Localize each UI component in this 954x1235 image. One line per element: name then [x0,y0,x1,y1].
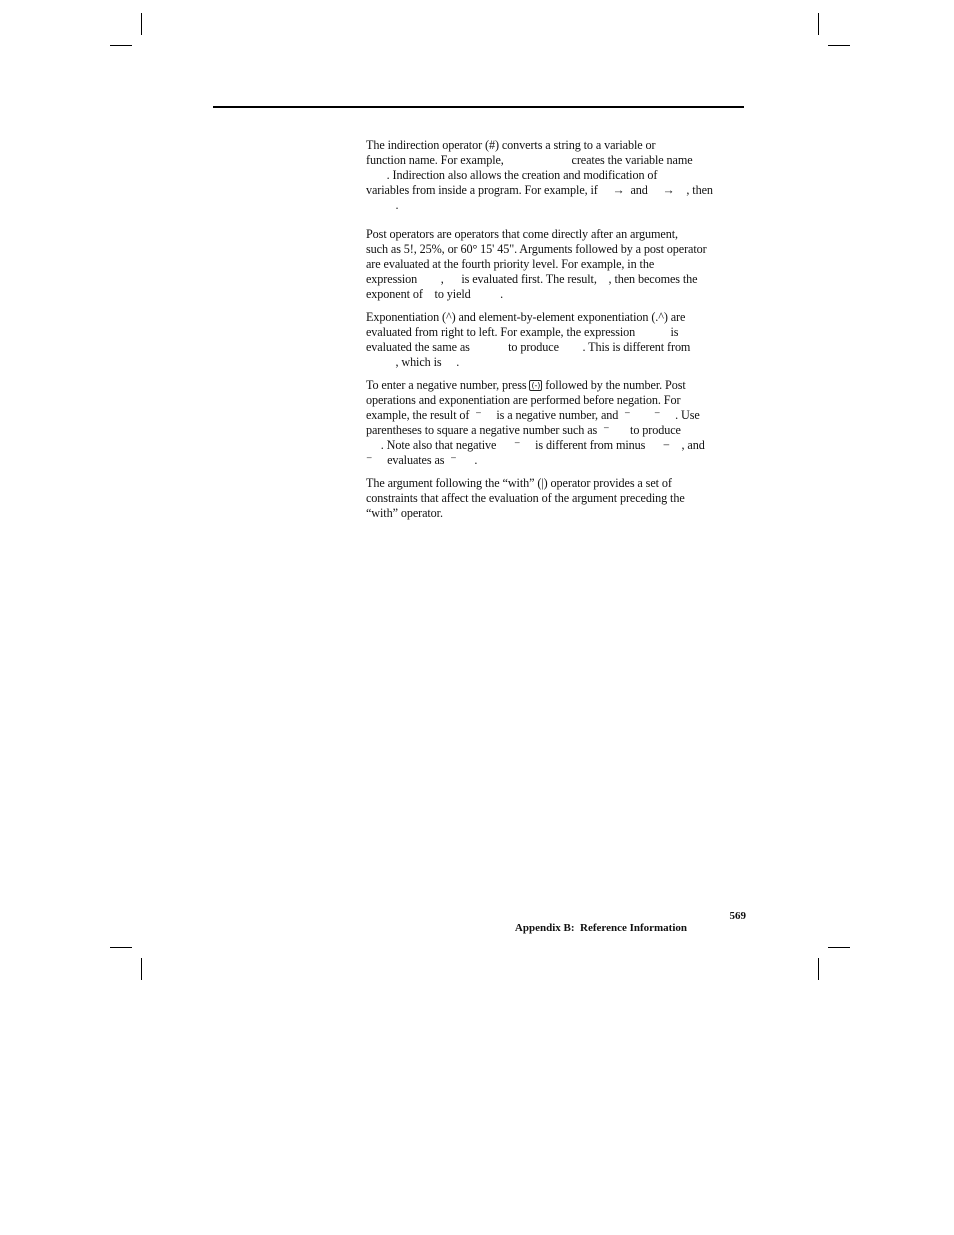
text-line: . Note also that negative ⁻ is different from minus − , and [366,438,705,452]
text-line: . [366,198,399,212]
text-line: evaluated from right to left. For example, the expression is [366,325,679,339]
text-line: example, the result of ⁻ is a negative number, and ⁻ ⁻ . Use [366,408,700,422]
text-line: , which is . [366,355,460,369]
text-line: expression , is evaluated first. The result, , then becomes the [366,272,698,286]
text-line: “with” operator. [366,506,443,520]
text-line: Post operators are operators that come directly after an argument, [366,227,678,241]
crop-mark-top-left-h [110,45,132,46]
text-line: function name. For example, creates the variable name [366,153,693,167]
text-line [366,378,746,393]
paragraph-exponentiation [366,310,746,370]
crop-mark-bottom-right-h [828,947,850,948]
crop-mark-top-right-h [828,45,850,46]
text-line: The argument following the “with” (|) operator provides a set of [366,476,672,490]
crop-mark-bottom-left-v [141,958,142,980]
crop-mark-top-left-v [141,13,142,35]
crop-mark-bottom-right-v [818,958,819,980]
page-footer [510,910,746,946]
text-segment: followed by the number. Post [542,378,686,392]
paragraph-negative-number [366,378,746,468]
text-line: ⁻ evaluates as ⁻ . [366,453,478,467]
negate-key-icon: (-) [531,381,541,390]
text-line: are evaluated at the fourth priority level. For example, in the [366,257,655,271]
paragraph-with-operator [366,476,746,521]
text-line: operations and exponentiation are performed before negation. For [366,393,681,407]
header-rule [213,106,744,108]
paragraph-post-operators [366,227,746,302]
crop-mark-bottom-left-h [110,947,132,948]
text-line: . Indirection also allows the creation and modification of [366,168,658,182]
crop-mark-top-right-v [818,13,819,35]
text-line: constraints that affect the evaluation of the argument preceding the [366,491,685,505]
text-line: Exponentiation (^) and element-by-element exponentiation (.^) are [366,310,686,324]
text-line: such as 5!, 25%, or 60° 15' 45". Arguments followed by a post operator [366,242,707,256]
paragraph-indirection [366,138,746,213]
page-number: 569 [729,910,746,922]
text-line: parentheses to square a negative number such as ⁻ to produce [366,423,681,437]
text-segment: To enter a negative number, press [366,378,530,392]
text-line: exponent of to yield . [366,287,504,301]
body-text [366,138,746,529]
text-line: evaluated the same as to produce . This is different from [366,340,691,354]
text-line: The indirection operator (#) converts a string to a variable or [366,138,656,152]
text-line: variables from inside a program. For example, if → and → , then [366,183,713,197]
footer-title: Appendix B: Reference Information [514,922,688,934]
